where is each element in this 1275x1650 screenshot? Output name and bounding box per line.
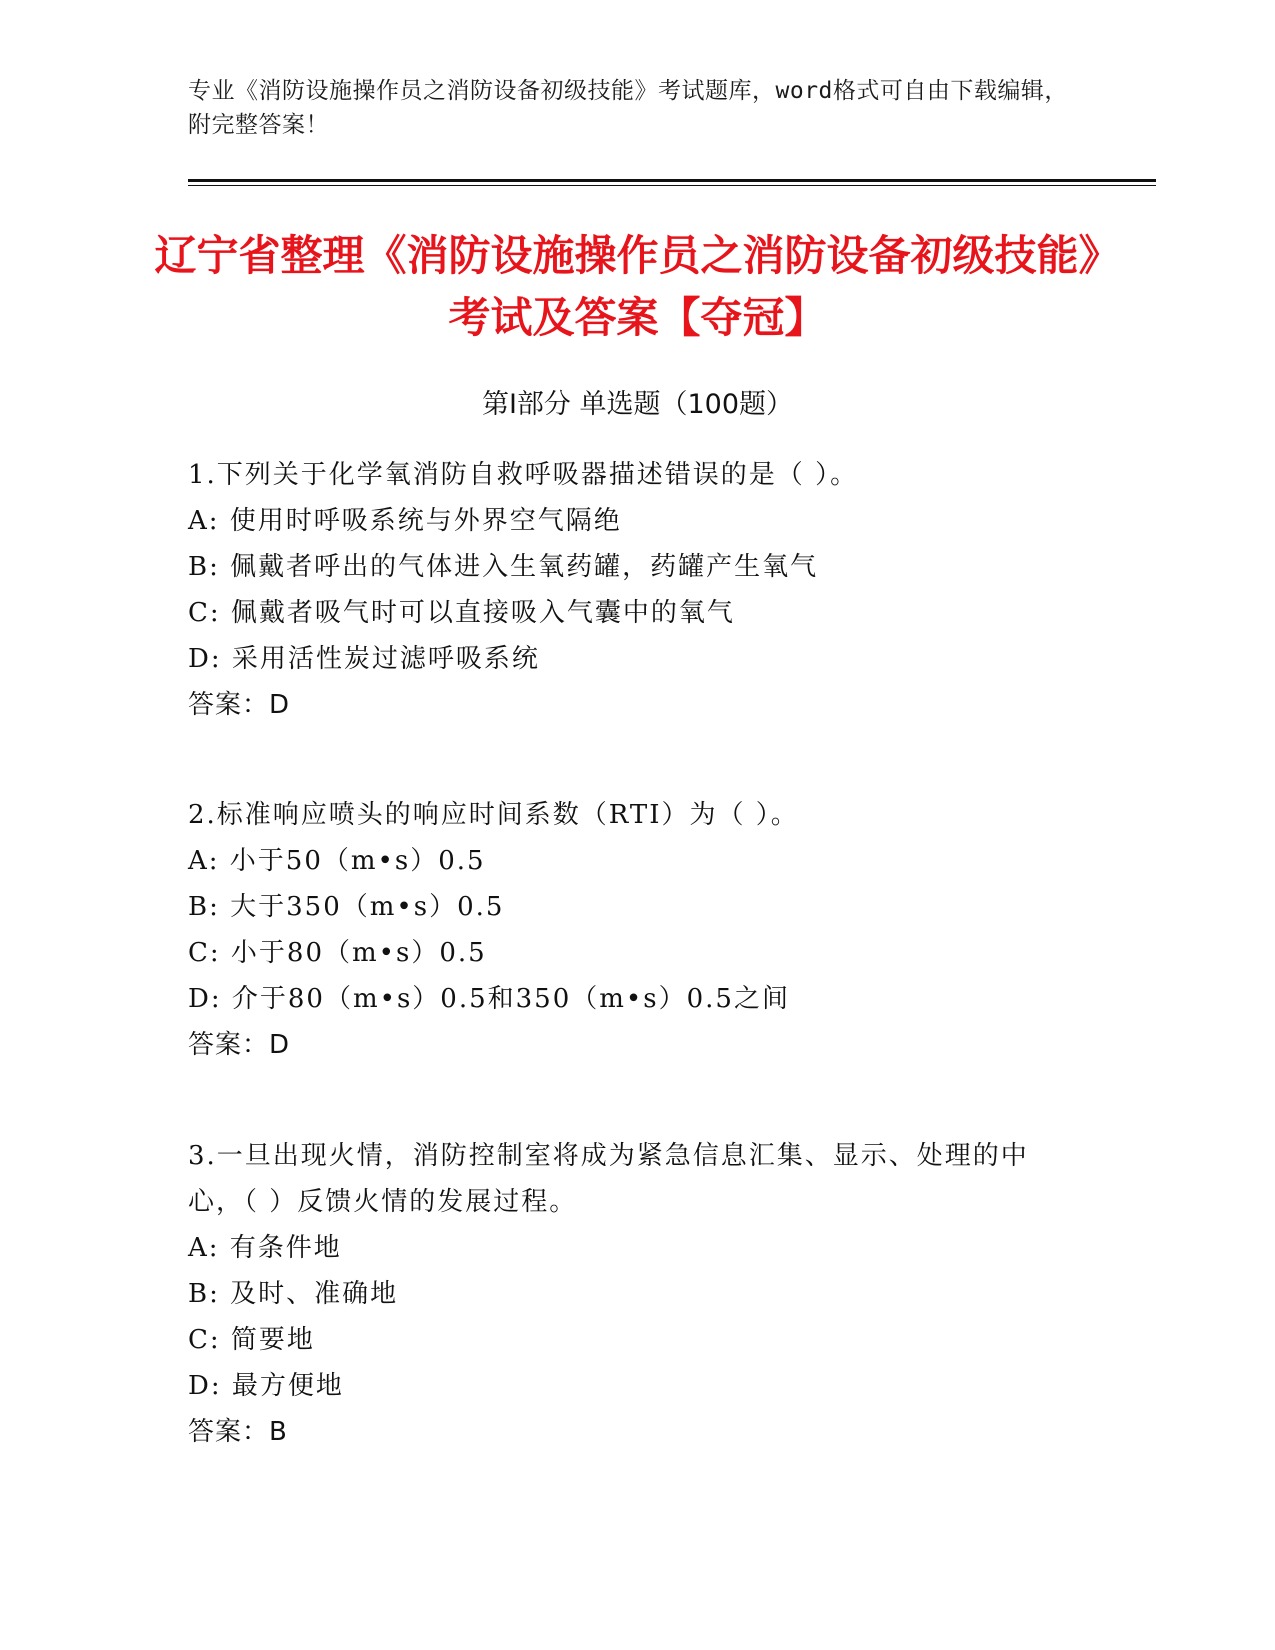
option-d: D: 介于80（m•s）0.5和350（m•s）0.5之间 xyxy=(188,984,790,1014)
option-a: A: 使用时呼吸系统与外界空气隔绝 xyxy=(188,506,622,536)
option-c: C: 佩戴者吸气时可以直接吸入气囊中的氧气 xyxy=(188,598,735,628)
question-text: 1.下列关于化学氧消防自救呼吸器描述错误的是（ ）。 xyxy=(188,460,859,490)
question-1 xyxy=(188,452,1068,728)
question-3 xyxy=(188,1133,1068,1455)
answer-line: 答案：B xyxy=(188,1417,288,1447)
option-c: C: 简要地 xyxy=(188,1325,315,1355)
answer-line: 答案：D xyxy=(188,690,291,720)
option-a: A: 有条件地 xyxy=(188,1233,342,1263)
option-a: A: 小于50（m•s）0.5 xyxy=(188,846,486,876)
option-b: B: 及时、准确地 xyxy=(188,1279,399,1309)
question-2 xyxy=(188,792,1068,1068)
document-title: 辽宁省整理《消防设施操作员之消防设备初级技能》考试及答案【夺冠】 xyxy=(154,231,1121,342)
answer-line: 答案：D xyxy=(188,1030,291,1060)
header-rule-thick xyxy=(188,179,1156,182)
option-d: D: 最方便地 xyxy=(188,1371,344,1401)
option-b: B: 大于350（m•s）0.5 xyxy=(188,892,505,922)
header-note: 专业《消防设施操作员之消防设备初级技能》考试题库，word格式可自由下载编辑，附完整答案！ xyxy=(188,78,1068,138)
option-d: D: 采用活性炭过滤呼吸系统 xyxy=(188,644,540,674)
question-text: 2.标准响应喷头的响应时间系数（RTI）为（ ）。 xyxy=(188,800,799,830)
option-c: C: 小于80（m•s）0.5 xyxy=(188,938,487,968)
section-heading: 第I部分 单选题（100题） xyxy=(481,389,794,420)
option-b: B: 佩戴者呼出的气体进入生氧药罐，药罐产生氧气 xyxy=(188,552,819,582)
question-text: 3.一旦出现火情，消防控制室将成为紧急信息汇集、显示、处理的中心，（ ）反馈火情的发展过程。 xyxy=(188,1141,1029,1217)
header-rule-thin xyxy=(188,185,1156,186)
